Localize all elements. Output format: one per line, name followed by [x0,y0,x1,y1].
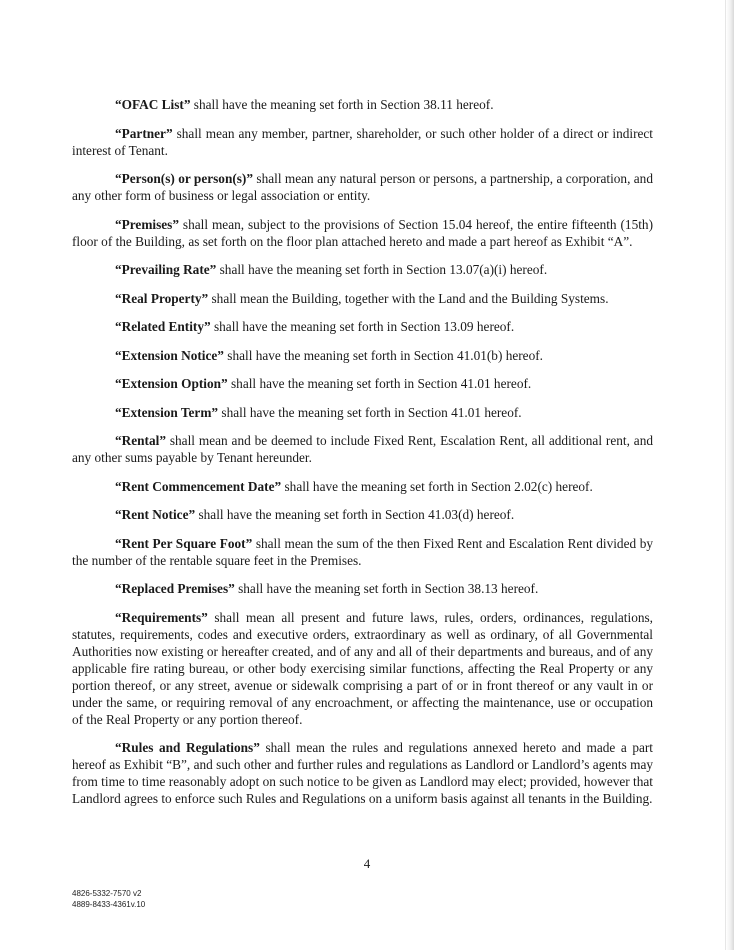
definition-term: “Partner” [115,125,173,141]
definition-paragraph [72,216,653,250]
definition-paragraph [72,96,653,113]
definition-paragraph [72,535,653,569]
definition-text: shall mean any natural person or persons, a partnership, a corporation, and any other form of business or legal association or entity. [72,171,653,203]
page-edge-shadow [726,0,734,950]
definition-text: shall mean all present and future laws, rules, orders, ordinances, regulations, statutes, requirements, codes and executive orders, extraordinary as well as ordinary, of all Governmental Authorities now existing or hereafter created, and of any and all of their departments and bureaus, and of any applicable fire rating bureau, or other body exercising similar functions, affecting the Real Property or any portion thereof, or any street, avenue or sidewalk comprising a part of or in front thereof or any vault in or under the same, or requiring removal of any encroachment, or affecting the maintenance, use or occupation of the Real Property or any portion thereof. [72,609,653,727]
definition-text: shall mean the sum of the then Fixed Rent and Escalation Rent divided by the number of the rentable square feet in the Premises. [72,535,653,568]
definition-term: “Person(s) or person(s)” [115,171,254,186]
definition-term: “Rent Per Square Foot” [115,535,253,551]
definition-paragraph [72,580,653,597]
definition-paragraph [72,739,653,807]
definition-text: shall have the meaning set forth in Section 38.13 hereof. [234,581,539,596]
definition-paragraph [72,170,653,204]
page-number: 4 [363,856,371,871]
definitions-body [72,96,653,819]
definition-paragraph [72,290,653,307]
definition-paragraph [72,375,653,392]
definition-term: “Extension Notice” [115,347,224,363]
definition-paragraph [72,404,653,421]
definition-text: shall have the meaning set forth in Section 41.01 hereof. [227,376,532,391]
definition-term: “Rules and Regulations” [115,740,260,755]
definition-text: shall have the meaning set forth in Section 38.11 hereof. [190,97,494,112]
definition-term: “Requirements” [115,609,208,625]
definition-term: “Prevailing Rate” [115,262,217,277]
definition-text: shall mean and be deemed to include Fixed Rent, Escalation Rent, all additional rent, and any other sums payable by Tenant hereunder. [72,433,653,465]
definition-text: shall have the meaning set forth in Section 2.02(c) hereof. [281,478,593,494]
definition-text: shall mean the rules and regulations annexed hereto and made a part hereof as Exhibit “B”, and such other and further rules and regulations as Landlord or Landlord’s agents may from time to time reasonably adopt on such notice to be given as Landlord may elect; provided, however that Landlord agrees to enforce such Rules and Regulations on a uniform basis against all tenants in the Building. [72,740,654,806]
definition-text: shall mean the Building, together with the Land and the Building Systems. [208,290,609,306]
definition-paragraph [72,432,653,466]
definition-text: shall have the meaning set forth in Section 41.01 hereof. [218,404,522,420]
definition-term: “Rent Notice” [115,507,196,522]
document-id-line: 4889-8433-4361v.10 [72,900,146,909]
definition-text: shall have the meaning set forth in Section 13.07(a)(i) hereof. [216,262,548,277]
definition-term: “Real Property” [115,290,209,306]
definition-paragraph [72,347,653,364]
definition-paragraph [72,125,653,159]
document-id-footer [72,888,145,910]
definition-text: shall have the meaning set forth in Section 13.09 hereof. [210,319,515,334]
definition-paragraph [72,318,653,335]
definition-term: “Extension Option” [115,376,228,391]
definition-term: “OFAC List” [115,97,191,112]
definition-text: shall mean, subject to the provisions of Section 15.04 hereof, the entire fifteenth (15th) floor of the Building, as set forth on the floor plan attached hereto and made a part hereof as Exhibit “A”. [72,216,653,249]
definition-term: “Rent Commencement Date” [115,478,282,494]
definition-term: “Related Entity” [115,319,211,334]
definition-term: “Rental” [115,433,166,448]
definition-paragraph [72,609,653,728]
document-id-line: 4826-5332-7570 v2 [72,889,142,898]
definition-term: “Premises” [115,216,180,232]
definition-text: shall have the meaning set forth in Section 41.03(d) hereof. [195,507,515,522]
definition-text: shall have the meaning set forth in Section 41.01(b) hereof. [223,347,543,363]
definition-term: “Replaced Premises” [115,581,235,596]
definition-paragraph [72,506,653,523]
definition-term: “Extension Term” [115,404,219,420]
definition-paragraph [72,261,653,278]
definition-paragraph [72,478,653,495]
definition-text: shall mean any member, partner, shareholder, or such other holder of a direct or indirect interest of Tenant. [72,125,653,158]
